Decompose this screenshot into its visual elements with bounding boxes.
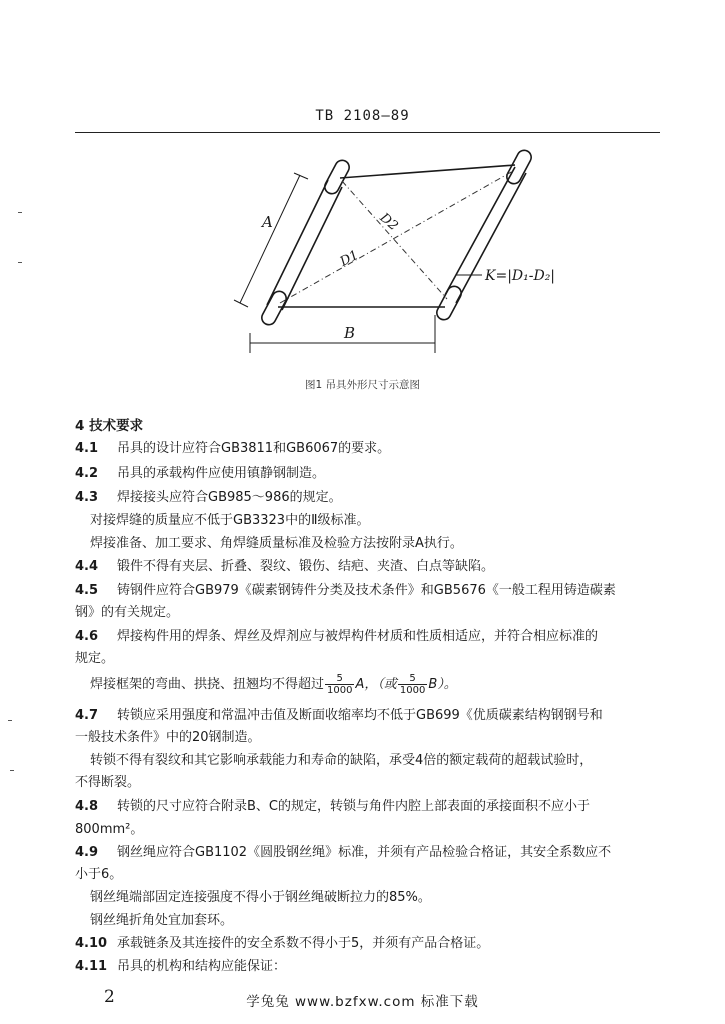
clause-4-7-paragraph-2: 转锁不得有裂纹和其它影响承载能力和寿命的缺陷，承受4倍的额定载荷的超载试验时， xyxy=(90,753,593,768)
corner-twistlock-top-right xyxy=(504,148,533,186)
clause-4-3-paragraph-3: 焊接准备、加工要求、角焊缝质量标准及检验方法按附录A执行。 xyxy=(90,536,463,551)
page-number: 2 xyxy=(104,987,115,1007)
clause-4-2 xyxy=(75,465,325,483)
scan-mark xyxy=(10,770,14,771)
clause-number: 4.5 xyxy=(75,583,99,598)
clause-text: 转锁的尺寸应符合附录B、C的规定，转锁与角件内腔上部表面的承接面积不应小于 xyxy=(117,799,590,814)
clause-number: 4.7 xyxy=(75,708,99,723)
diagonal-d1 xyxy=(280,171,513,303)
clause-text: 转锁应采用强度和常温冲击值及断面收缩率均不低于GB699《优质碳素结构钢钢号和 xyxy=(117,708,603,723)
scan-mark xyxy=(18,262,22,263)
tolerance-text: 焊接框架的弯曲、拱挠、扭翘均不得超过 xyxy=(90,677,325,692)
clause-text: 焊接构件用的焊条、焊丝及焊剂应与被焊构件材质和性质相适应，并符合相应标准的 xyxy=(117,629,599,644)
clause-4-10 xyxy=(75,935,489,953)
label-b: B xyxy=(344,324,356,342)
frame-top-edge xyxy=(340,165,515,178)
clause-number: 4.2 xyxy=(75,466,99,481)
clause-number: 4.6 xyxy=(75,629,99,644)
clause-4-8 xyxy=(75,798,590,816)
scan-mark xyxy=(8,720,12,721)
clause-4-3-paragraph-2: 对接焊缝的质量应不低于GB3323中的Ⅱ级标准。 xyxy=(90,513,370,528)
spreader-dimension-figure xyxy=(230,145,610,370)
section-title: 4 技术要求 xyxy=(75,418,144,434)
clause-4-8-continuation: 800mm²。 xyxy=(75,822,144,837)
diagonal-d2 xyxy=(342,181,447,299)
clause-number: 4.8 xyxy=(75,799,99,814)
fraction-denominator: 1000 xyxy=(399,685,426,696)
fraction-numerator: 5 xyxy=(325,673,354,685)
clause-text: 钢丝绳应符合GB1102《圆股钢丝绳》标准，并须有产品检验合格证，其安全系数应不 xyxy=(117,845,612,860)
clause-4-9-paragraph-2: 钢丝绳端部固定连接强度不得小于钢丝绳破断拉力的85%。 xyxy=(90,890,431,905)
clause-4-6 xyxy=(75,628,598,646)
clause-number: 4.1 xyxy=(75,441,99,456)
document-code-header: TB 2108—89 xyxy=(315,108,410,124)
clause-4-5-continuation: 钢》的有关规定。 xyxy=(75,605,180,620)
clause-4-7 xyxy=(75,707,603,725)
tolerance-var-b: B）。 xyxy=(428,677,457,692)
clause-number: 4.9 xyxy=(75,845,99,860)
clause-4-4 xyxy=(75,558,494,576)
clause-4-6-tolerance xyxy=(90,672,457,698)
clause-text: 焊接接头应符合GB985～986的规定。 xyxy=(117,490,342,505)
figure-caption: 图1 吊具外形尺寸示意图 xyxy=(304,379,421,391)
corner-twistlock-bottom-left xyxy=(259,289,288,327)
clause-text: 吊具的机构和结构应能保证： xyxy=(117,959,287,974)
clause-text: 锻件不得有夹层、折叠、裂纹、锻伤、结疤、夹渣、白点等缺陷。 xyxy=(117,559,495,574)
fraction-numerator: 5 xyxy=(398,673,427,685)
fraction-b xyxy=(398,673,427,696)
clause-text: 吊具的承载构件应使用镇静钢制造。 xyxy=(117,466,326,481)
clause-4-1 xyxy=(75,440,390,458)
fraction-denominator: 1000 xyxy=(327,685,353,696)
frame-left-edge-inner xyxy=(282,187,342,310)
label-d2: D2 xyxy=(376,210,401,235)
label-d1: D1 xyxy=(337,247,362,270)
clause-text: 吊具的设计应符合GB3811和GB6067的要求。 xyxy=(117,441,391,456)
dimension-a-line xyxy=(240,175,300,303)
clause-4-3 xyxy=(75,489,342,507)
watermark-footer: 学兔兔 www.bzfxw.com 标准下载 xyxy=(246,994,479,1010)
clause-4-6-continuation: 规定。 xyxy=(75,651,115,666)
clause-4-11 xyxy=(75,958,286,976)
tolerance-var-a: A，（或 xyxy=(355,677,397,692)
clause-4-9-paragraph-3: 钢丝绳折角处宜加套环。 xyxy=(90,913,234,928)
frame-left-edge-outer xyxy=(267,180,328,305)
label-a: A xyxy=(262,213,273,231)
clause-number: 4.3 xyxy=(75,490,99,505)
header-rule xyxy=(75,132,660,133)
clause-4-7-paragraph-2-continuation: 不得断裂。 xyxy=(75,775,141,790)
fraction-a xyxy=(325,673,354,696)
clause-number: 4.4 xyxy=(75,559,99,574)
clause-number: 4.11 xyxy=(75,959,108,974)
clause-4-9-continuation: 小于6。 xyxy=(75,867,123,882)
scan-mark xyxy=(18,212,22,213)
formula-k: K=|D₁-D₂| xyxy=(485,268,556,284)
clause-4-7-continuation: 一般技术条件》中的20钢制造。 xyxy=(75,730,261,745)
clause-text: 承载链条及其连接件的安全系数不得小于5，并须有产品合格证。 xyxy=(117,936,490,951)
clause-4-9 xyxy=(75,844,611,862)
clause-number: 4.10 xyxy=(75,936,108,951)
clause-text: 铸钢件应符合GB979《碳素钢铸件分类及技术条件》和GB5676《一般工程用铸造碳素 xyxy=(117,583,616,598)
clause-4-5 xyxy=(75,582,616,600)
